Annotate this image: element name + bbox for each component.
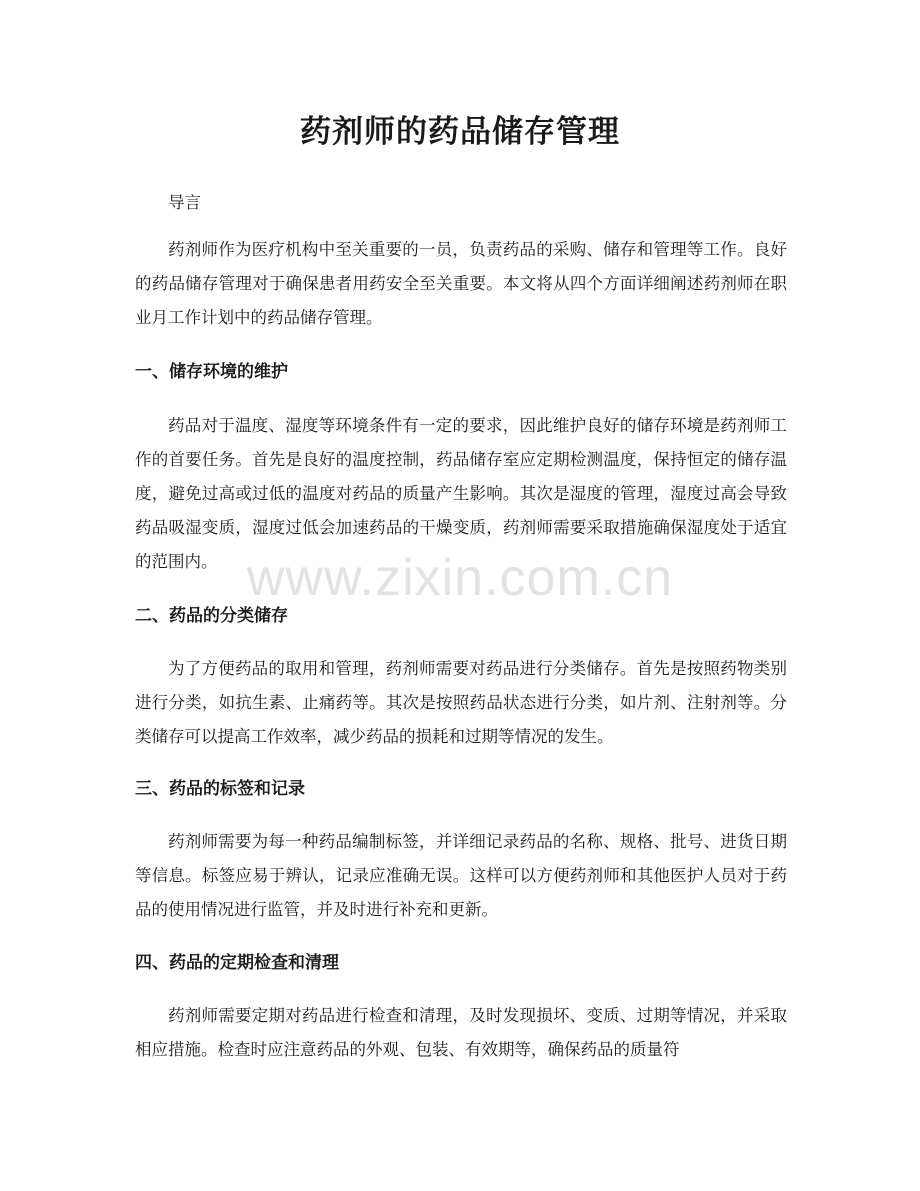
intro-label: 导言 [168, 193, 201, 212]
section-paragraph-3: 药剂师需要为每一种药品编制标签，并详细记录药品的名称、规格、批号、进货日期等信息。标签应易于辨认，记录应准确无误。这样可以方便药剂师和其他医护人员对于药品的使用情况进行监管，并及时进行补充和更新。 [135, 832, 787, 919]
section-paragraph-4: 药剂师需要定期对药品进行检查和清理，及时发现损坏、变质、过期等情况，并采取相应措施。检查时应注意药品的外观、包装、有效期等，确保药品的质量符 [135, 1006, 787, 1059]
section-paragraph-1: 药品对于温度、湿度等环境条件有一定的要求，因此维护良好的储存环境是药剂师工作的首要任务。首先是良好的温度控制，药品储存室应定期检测温度，保持恒定的储存温度，避免过高或过低的温度对药品的质量产生影响。其次是湿度的管理，湿度过高会导致药品吸湿变质，湿度过低会加速药品的干燥变质，药剂师需要采取措施确保湿度处于适宜的范围内。 [135, 416, 787, 571]
section-heading-4: 四、药品的定期检查和清理 [135, 953, 339, 973]
page-title: 药剂师的药品储存管理 [300, 114, 620, 150]
section-paragraph-2: 为了方便药品的取用和管理，药剂师需要对药品进行分类储存。首先是按照药物类别进行分类，如抗生素、止痛药等。其次是按照药品状态进行分类，如片剂、注射剂等。分类储存可以提高工作效率，减少药品的损耗和过期等情况的发生。 [135, 659, 787, 746]
section-heading-3: 三、药品的标签和记录 [135, 779, 305, 799]
section-heading-2: 二、药品的分类储存 [135, 606, 288, 626]
section-heading-1: 一、储存环境的维护 [135, 362, 288, 382]
watermark: www.zixin.com.cn [246, 549, 674, 607]
intro-paragraph: 药剂师作为医疗机构中至关重要的一员，负责药品的采购、储存和管理等工作。良好的药品储存管理对于确保患者用药安全至关重要。本文将从四个方面详细阐述药剂师在职业月工作计划中的药品储存管理。 [135, 240, 787, 327]
